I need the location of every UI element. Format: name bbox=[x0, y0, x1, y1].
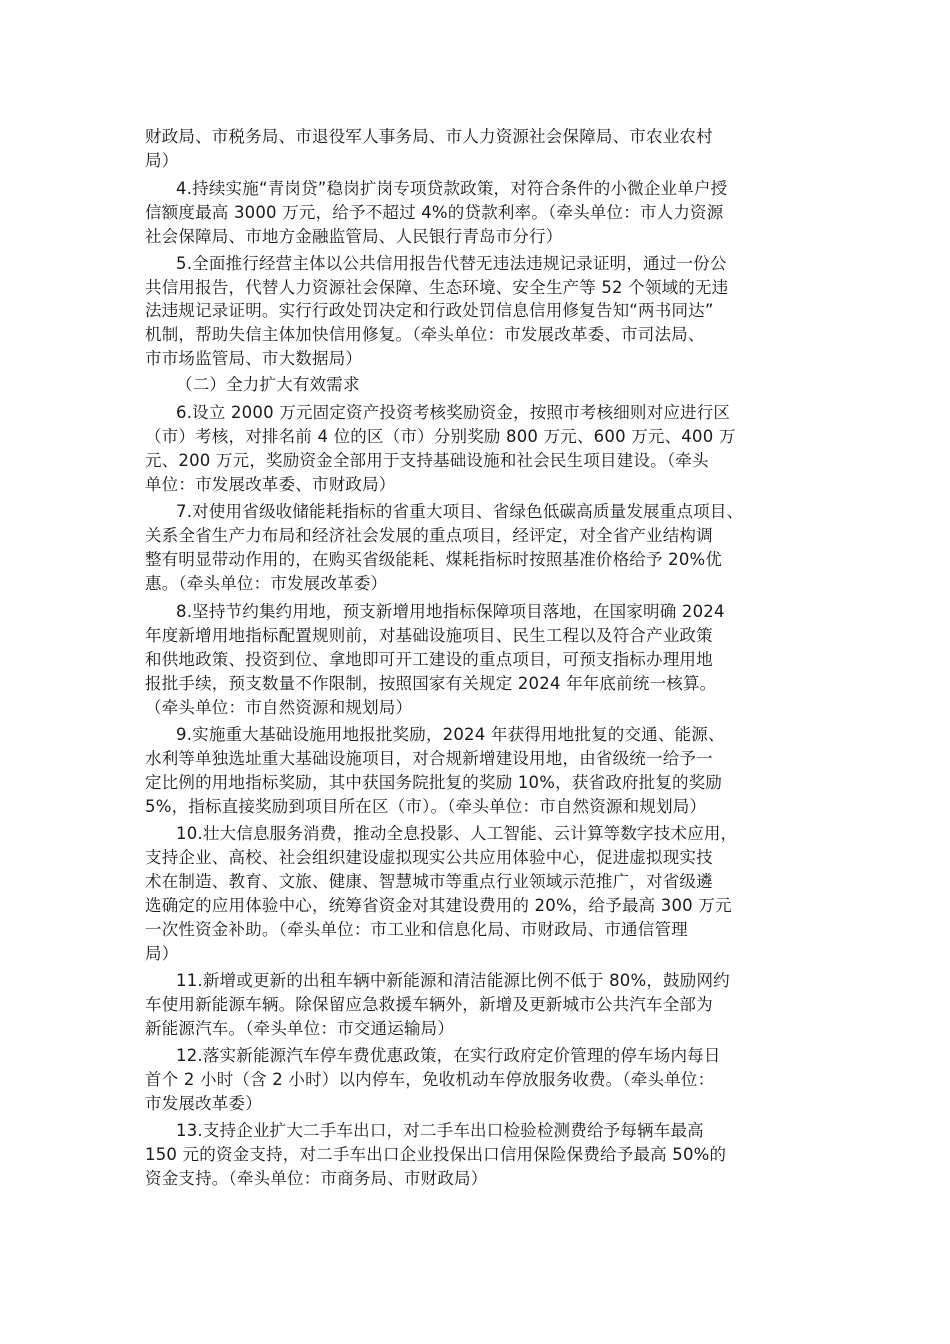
text-line: 信额度最高 3000 万元，给予不超过 4%的贷款利率。（牵头单位：市人力资源 bbox=[145, 203, 724, 222]
text-line: 法违规记录证明。实行行政处罚决定和行政处罚信息信用修复告知“两书同达” bbox=[145, 301, 714, 320]
text-line: 共信用报告，代替人力资源社会保障、生态环境、安全生产等 52 个领域的无违 bbox=[145, 278, 729, 297]
text-line: 机制，帮助失信主体加快信用修复。（牵头单位：市发展改革委、市司法局、 bbox=[145, 325, 705, 344]
text-line: 术在制造、教育、文旅、健康、智慧城市等重点行业领域示范推广，对省级遴 bbox=[145, 872, 713, 891]
paragraph-start-11: 11.新增或更新的出租车辆中新能源和清洁能源比例不低于 80%，鼓励网约 bbox=[176, 971, 730, 990]
text-line: 元、200 万元，奖励资金全部用于支持基础设施和社会民生项目建设。（牵头 bbox=[145, 451, 709, 470]
paragraph-start-10: 10.壮大信息服务消费，推动全息投影、人工智能、云计算等数字技术应用， bbox=[176, 824, 738, 843]
text-line: 局） bbox=[145, 151, 179, 170]
text-line: 惠。（牵头单位：市发展改革委） bbox=[145, 574, 388, 593]
text-line: 150 元的资金支持，对二手车出口企业投保出口信用保险保费给予最高 50%的 bbox=[145, 1145, 727, 1164]
text-line: 定比例的用地指标奖励，其中获国务院批复的奖励 10%，获省政府批复的奖励 bbox=[145, 773, 723, 792]
paragraph-start-9: 9.实施重大基础设施用地报批奖励，2024 年获得用地批复的交通、能源、 bbox=[176, 725, 725, 744]
text-line: 首个 2 小时（含 2 小时）以内停车，免收机动车停放服务收费。（牵头单位： bbox=[145, 1070, 715, 1089]
text-line: 车使用新能源车辆。除保留应急救援车辆外，新增及更新城市公共汽车全部为 bbox=[145, 995, 713, 1014]
text-line: 新能源汽车。（牵头单位：市交通运输局） bbox=[145, 1019, 455, 1038]
paragraph-start-7: 7.对使用省级收储能耗指标的省重大项目、省绿色低碳高质量发展重点项目、 bbox=[176, 502, 744, 521]
text-line: 和供地政策、投资到位、拿地即可开工建设的重点项目，可预支指标办理用地 bbox=[145, 650, 713, 669]
text-line: 财政局、市税务局、市退役军人事务局、市人力资源社会保障局、市农业农村 bbox=[145, 127, 713, 146]
text-line: 年度新增用地指标配置规则前，对基础设施项目、民生工程以及符合产业政策 bbox=[145, 626, 713, 645]
text-line: 报批手续，预支数量不作限制，按照国家有关规定 2024 年年底前统一核算。 bbox=[145, 674, 717, 693]
text-line: 市发展改革委） bbox=[145, 1094, 262, 1113]
text-line: 单位：市发展改革委、市财政局） bbox=[145, 475, 396, 494]
text-line: （牵头单位：市自然资源和规划局） bbox=[145, 698, 413, 717]
text-line: 选确定的应用体验中心，统筹省资金对其建设费用的 20%，给予最高 300 万元 bbox=[145, 896, 732, 915]
paragraph-start-4: 4.持续实施“青岗贷”稳岗扩岗专项贷款政策，对符合条件的小微企业单户授 bbox=[176, 179, 728, 198]
text-line: 整有明显带动作用的，在购买省级能耗、煤耗指标时按照基准价格给予 20%优 bbox=[145, 550, 723, 569]
text-line: 市市场监管局、市大数据局） bbox=[145, 349, 363, 368]
paragraph-start-6: 6.设立 2000 万元固定资产投资考核奖励资金，按照市考核细则对应进行区 bbox=[176, 403, 731, 422]
paragraph-start-12: 12.落实新能源汽车停车费优惠政策，在实行政府定价管理的停车场内每日 bbox=[176, 1046, 721, 1065]
text-line: 资金支持。（牵头单位：市商务局、市财政局） bbox=[145, 1169, 488, 1188]
text-line: 5%，指标直接奖励到项目所在区（市）。（牵头单位：市自然资源和规划局） bbox=[145, 797, 707, 816]
paragraph-start-13: 13.支持企业扩大二手车出口，对二手车出口检验检测费给予每辆车最高 bbox=[176, 1121, 704, 1140]
text-line: 水利等单独选址重大基础设施项目，对合规新增建设用地，由省级统一给予一 bbox=[145, 749, 713, 768]
text-line: （市）考核，对排名前 4 位的区（市）分别奖励 800 万元、600 万元、400 万 bbox=[145, 427, 736, 446]
paragraph-start-8: 8.坚持节约集约用地，预支新增用地指标保障项目落地，在国家明确 2024 bbox=[176, 602, 725, 621]
text-line: 社会保障局、市地方金融监管局、人民银行青岛市分行） bbox=[145, 227, 563, 246]
section-heading: （二）全力扩大有效需求 bbox=[176, 375, 360, 394]
text-line: 局） bbox=[145, 944, 179, 963]
paragraph-start-5: 5.全面推行经营主体以公共信用报告代替无违法违规记录证明，通过一份公 bbox=[176, 254, 727, 273]
text-line: 支持企业、高校、社会组织建设虚拟现实公共应用体验中心，促进虚拟现实技 bbox=[145, 848, 713, 867]
text-line: 一次性资金补助。（牵头单位：市工业和信息化局、市财政局、市通信管理 bbox=[145, 920, 688, 939]
text-line: 关系全省生产力布局和经济社会发展的重点项目，经评定，对全省产业结构调 bbox=[145, 526, 713, 545]
